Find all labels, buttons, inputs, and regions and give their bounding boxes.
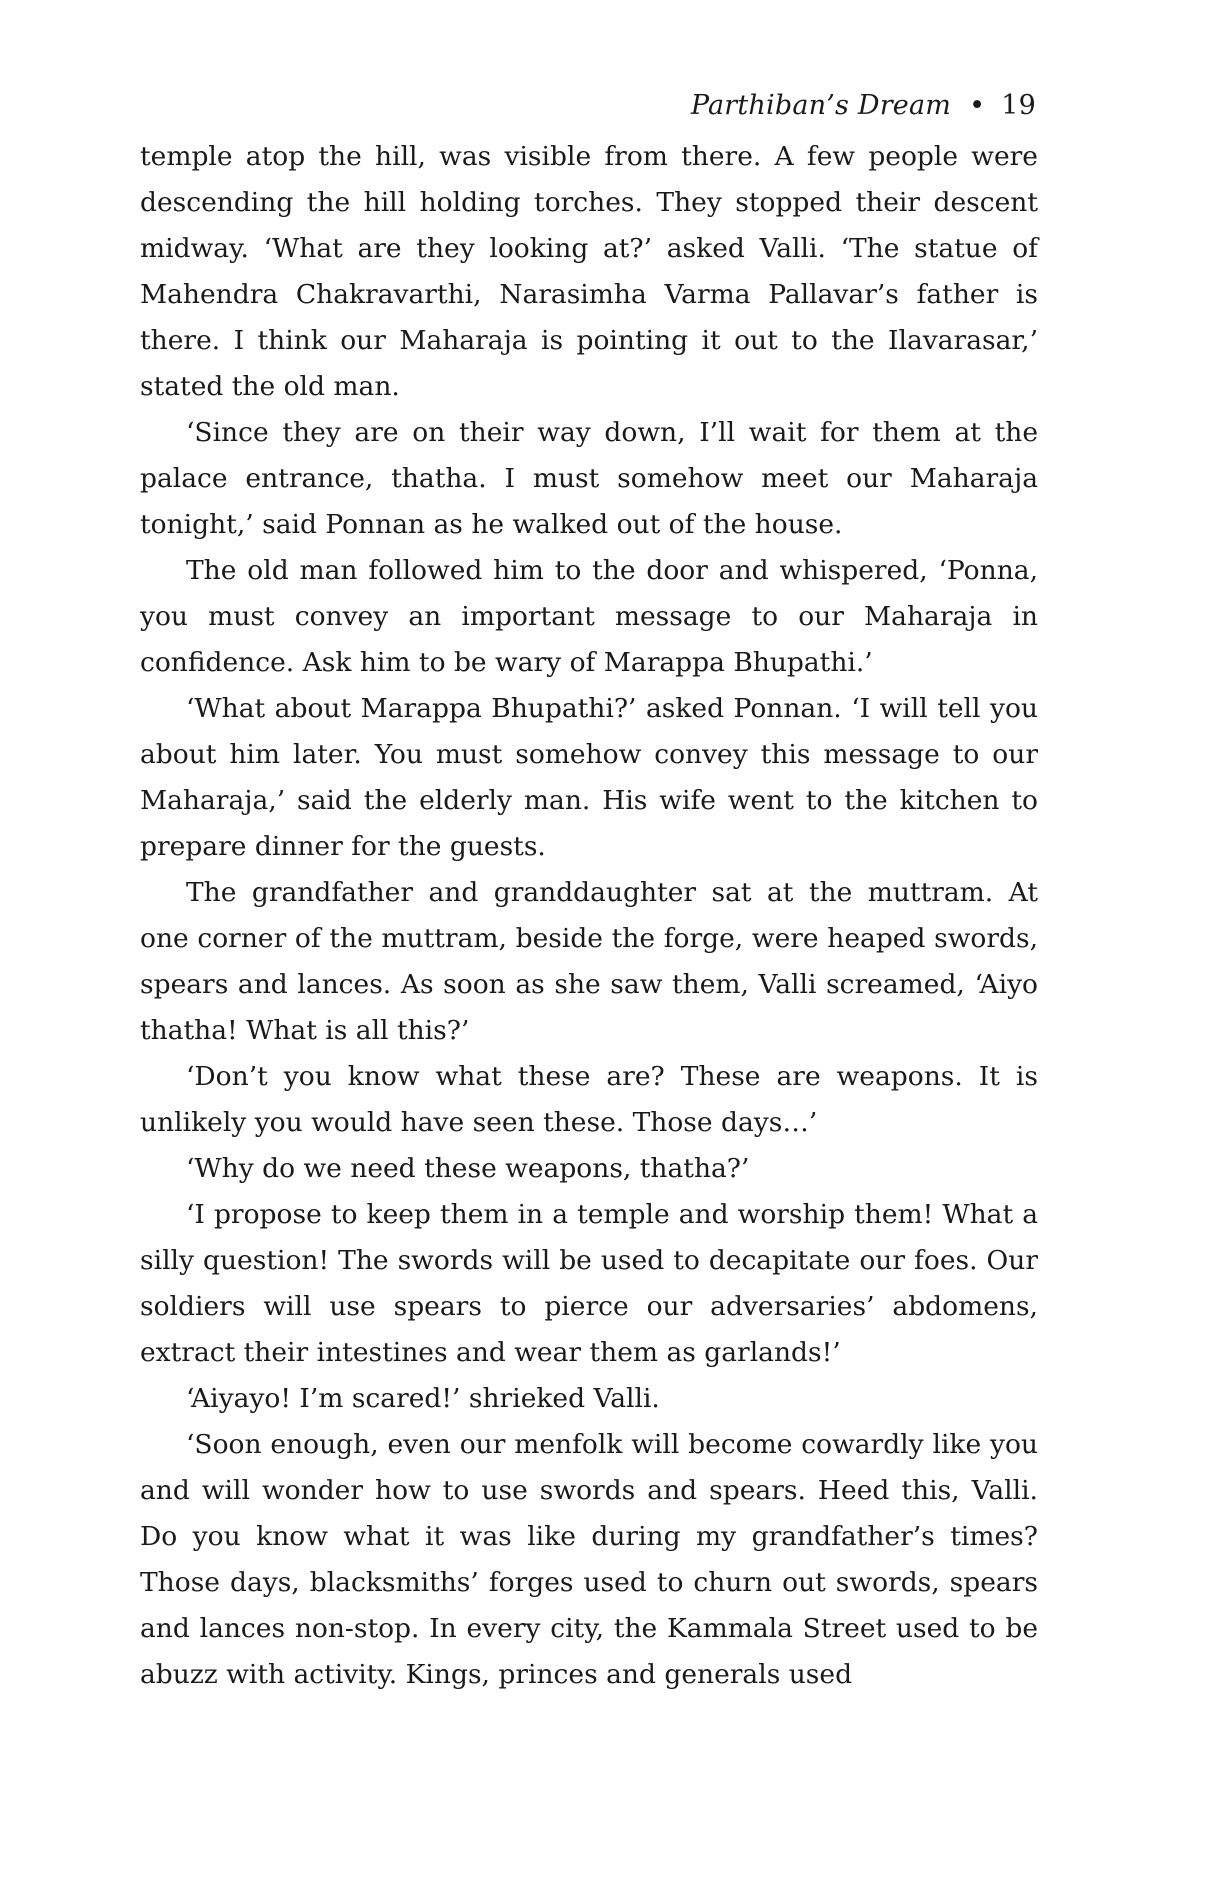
paragraph: ‘What about Marappa Bhupathi?’ asked Ponnan. ‘I will tell you about him later. You must somehow convey this message to our Maharaja,’ said the elderly man. His wife went to the kitchen to prepare dinner for the guests. xyxy=(140,693,1038,862)
paragraph: ‘Soon enough, even our menfolk will become cowardly like you and will wonder how to use swords and spears. Heed this, Valli. Do you know what it was like during my grandfather’s times? Those days, blacksmiths’ forges used to churn out swords, spears and lances non-stop. In every city, the Kammala Street used to be abuzz with activity. Kings, princes and generals used xyxy=(140,1429,1038,1690)
paragraph: ‘Don’t you know what these are? These are weapons. It is unlikely you would have seen these. Those days…’ xyxy=(140,1061,1038,1138)
paragraph: ‘I propose to keep them in a temple and worship them! What a silly question! The swords will be used to decapitate our foes. Our soldiers will use spears to pierce our adversaries’ abdomens, extract their intestines and wear them as garlands!’ xyxy=(140,1199,1038,1368)
paragraph-continued: temple atop the hill, was visible from there. A few people were descending the hill holding torches. They stopped their descent midway. ‘What are they looking at?’ asked Valli. ‘The statue of Mahendra Chakravarthi, Narasimha Varma Pallavar’s father is there. I think our Maharaja is pointing it out to the Ilavarasar,’ stated the old man. xyxy=(140,141,1038,402)
paragraph: The grandfather and granddaughter sat at the muttram. At one corner of the muttram, beside the forge, were heaped swords, spears and lances. As soon as she saw them, Valli screamed, ‘Aiyo thatha! What is all this?’ xyxy=(140,877,1038,1046)
body-text xyxy=(140,134,1038,1698)
paragraph: ‘Aiyayo! I’m scared!’ shrieked Valli. xyxy=(186,1383,660,1414)
header-separator-bullet: • xyxy=(969,90,986,121)
running-header xyxy=(691,88,1036,124)
page-number: 19 xyxy=(1001,90,1036,121)
paragraph: The old man followed him to the door and whispered, ‘Ponna, you must convey an important message to our Maharaja in confidence. Ask him to be wary of Marappa Bhupathi.’ xyxy=(140,555,1038,678)
paragraph: ‘Why do we need these weapons, thatha?’ xyxy=(186,1153,750,1184)
book-title: Parthiban’s Dream xyxy=(690,90,952,121)
paragraph: ‘Since they are on their way down, I’ll wait for them at the palace entrance, thatha. I must somehow meet our Maharaja tonight,’ said Ponnan as he walked out of the house. xyxy=(140,417,1038,540)
